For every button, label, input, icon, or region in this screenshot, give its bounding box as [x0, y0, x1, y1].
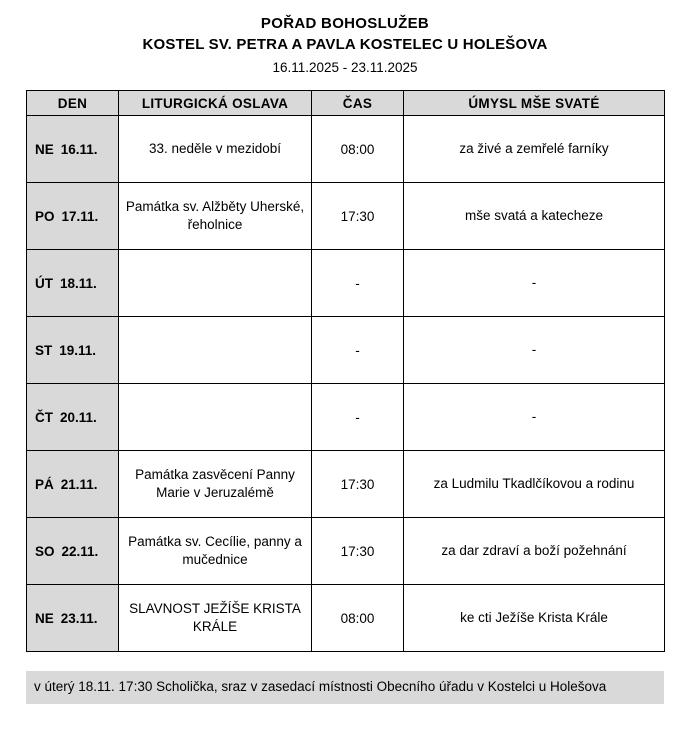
- day-date: 22.11.: [61, 543, 99, 559]
- cell-time: 08:00: [312, 585, 404, 652]
- cell-day: [27, 317, 119, 384]
- cell-mass-intention: -: [404, 250, 665, 317]
- footer-note: v úterý 18.11. 17:30 Scholička, sraz v zasedací místnosti Obecního úřadu v Kostelci u Holešova: [26, 671, 664, 704]
- table-row: [27, 183, 665, 250]
- day-of-week: NE: [35, 141, 54, 157]
- table-row: [27, 518, 665, 585]
- table-row: [27, 250, 665, 317]
- cell-day: [27, 250, 119, 317]
- cell-time: -: [312, 317, 404, 384]
- cell-liturgical-celebration: 33. neděle v mezidobí: [119, 116, 312, 183]
- cell-day: [27, 451, 119, 518]
- day-of-week: PO: [35, 208, 55, 224]
- cell-mass-intention: mše svatá a katecheze: [404, 183, 665, 250]
- document-header: [0, 0, 690, 79]
- cell-liturgical-celebration: Památka zasvěcení Panny Marie v Jeruzalémě: [119, 451, 312, 518]
- cell-day: [27, 518, 119, 585]
- cell-time: 08:00: [312, 116, 404, 183]
- page-subtitle: KOSTEL SV. PETRA A PAVLA KOSTELEC U HOLEŠOVA: [142, 36, 548, 53]
- cell-day: [27, 384, 119, 451]
- day-date: 18.11.: [60, 275, 97, 291]
- schedule-table-body: [27, 116, 665, 652]
- column-header-time: ČAS: [312, 91, 404, 116]
- cell-liturgical-celebration: [119, 384, 312, 451]
- cell-day: [27, 183, 119, 250]
- day-date: 23.11.: [60, 610, 98, 626]
- table-row: [27, 451, 665, 518]
- cell-liturgical-celebration: SLAVNOST JEŽÍŠE KRISTA KRÁLE: [119, 585, 312, 652]
- day-of-week: PÁ: [35, 476, 54, 492]
- schedule-table: [26, 90, 665, 652]
- cell-mass-intention: za Ludmilu Tkadlčíkovou a rodinu: [404, 451, 665, 518]
- cell-liturgical-celebration: [119, 250, 312, 317]
- cell-mass-intention: ke cti Ježíše Krista Krále: [404, 585, 665, 652]
- day-of-week: NE: [35, 610, 54, 626]
- cell-mass-intention: -: [404, 384, 665, 451]
- cell-liturgical-celebration: [119, 317, 312, 384]
- cell-time: 17:30: [312, 183, 404, 250]
- table-header-row: [27, 91, 665, 116]
- day-date: 16.11.: [60, 141, 98, 157]
- cell-liturgical-celebration: Památka sv. Alžběty Uherské, řeholnice: [119, 183, 312, 250]
- table-row: [27, 317, 665, 384]
- date-range: 16.11.2025 - 23.11.2025: [272, 60, 418, 75]
- cell-day: [27, 585, 119, 652]
- cell-time: 17:30: [312, 451, 404, 518]
- day-date: 17.11.: [61, 208, 99, 224]
- cell-mass-intention: -: [404, 317, 665, 384]
- cell-time: -: [312, 250, 404, 317]
- table-row: [27, 116, 665, 183]
- cell-time: -: [312, 384, 404, 451]
- day-date: 19.11.: [59, 342, 97, 358]
- column-header-mass-intention: ÚMYSL MŠE SVATÉ: [404, 91, 665, 116]
- cell-time: 17:30: [312, 518, 404, 585]
- day-of-week: ČT: [35, 409, 53, 425]
- column-header-day: DEN: [27, 91, 119, 116]
- cell-liturgical-celebration: Památka sv. Cecílie, panny a mučednice: [119, 518, 312, 585]
- table-row: [27, 585, 665, 652]
- day-of-week: ÚT: [35, 275, 53, 291]
- day-date: 21.11.: [60, 476, 98, 492]
- day-date: 20.11.: [60, 409, 97, 425]
- schedule-table-wrap: [26, 90, 664, 652]
- day-of-week: SO: [35, 543, 55, 559]
- column-header-liturgical-celebration: LITURGICKÁ OSLAVA: [119, 91, 312, 116]
- cell-mass-intention: za dar zdraví a boží požehnání: [404, 518, 665, 585]
- day-of-week: ST: [35, 342, 53, 358]
- table-row: [27, 384, 665, 451]
- page-title: POŘAD BOHOSLUŽEB: [260, 15, 430, 32]
- cell-mass-intention: za živé a zemřelé farníky: [404, 116, 665, 183]
- cell-day: [27, 116, 119, 183]
